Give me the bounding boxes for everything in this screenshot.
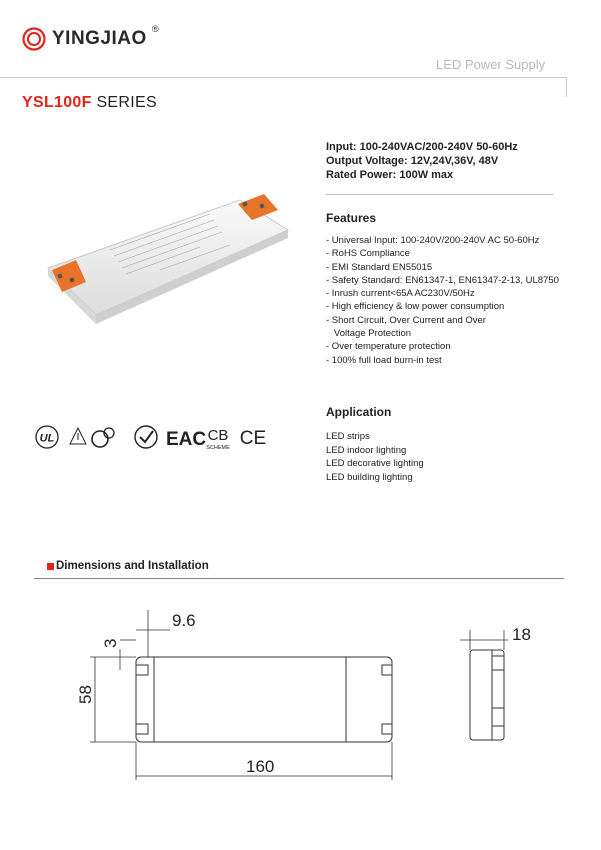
side-view (470, 650, 504, 740)
features-list (326, 234, 596, 367)
product-image (40, 190, 300, 330)
dimension-lines (90, 610, 392, 780)
feature-item: - Short Circuit, Over Current and Over (326, 314, 486, 326)
series-word: SERIES (96, 94, 157, 111)
certification-marks (34, 422, 274, 452)
spec-output-voltage: Output Voltage: 12V,24V,36V, 48V (326, 155, 499, 167)
feature-item: - RoHS Compliance (326, 248, 410, 260)
dimensions-title: Dimensions and Installation (56, 560, 209, 572)
registered-mark: ® (152, 24, 159, 34)
brand-name: YINGJIAO (52, 28, 147, 49)
dim-width: 58 (76, 685, 95, 704)
side-dimension-lines (460, 630, 508, 650)
feature-item: - Safety Standard: EN61347-1, EN61347-2-13, UL8750 (326, 274, 559, 286)
product-type-label: LED Power Supply (436, 57, 546, 72)
ul-mark-icon (36, 426, 58, 448)
feature-item: - 100% full load burn-in test (326, 354, 442, 366)
header-divider-tick (566, 77, 567, 97)
feature-item: - EMI Standard EN55015 (326, 261, 433, 273)
application-item: LED building lighting (326, 471, 413, 483)
application-item: LED decorative lighting (326, 458, 424, 469)
ce-mark-icon (240, 428, 266, 449)
dimensions-divider (34, 578, 564, 579)
top-view (136, 657, 392, 742)
cb-scheme-text: SCHEME (206, 445, 230, 451)
spec-rated-power: Rated Power: 100W max (326, 169, 454, 181)
dim-height: 18 (512, 625, 531, 644)
brand-logo-icon (22, 27, 46, 51)
spec-input: Input: 100-240VAC/200-240V 50-60Hz (326, 141, 518, 153)
eac-mark-text: EAC (165, 429, 207, 450)
feature-item: - Universal Input: 100-240V/200-240V AC 50-60Hz (326, 235, 540, 246)
ul-mark-text: UL (39, 432, 55, 445)
spec-divider (326, 194, 553, 195)
feature-item: - Inrush current<65A AC230V/50Hz (326, 288, 475, 300)
application-title: Application (326, 405, 392, 419)
section-bullet (47, 563, 54, 570)
feature-item: - Over temperature protection (326, 341, 451, 353)
features-title: Features (326, 211, 377, 225)
rcm-mark-icon (135, 426, 157, 448)
dimension-drawing (60, 600, 580, 800)
header-divider (0, 77, 566, 78)
spec-summary (326, 140, 518, 182)
dim-length: 160 (246, 757, 275, 776)
dim-edge-offset: 3 (101, 638, 120, 648)
series-model: YSL100F (22, 94, 92, 111)
eac-mark-icon (166, 429, 206, 450)
gs-mark-icon (92, 428, 114, 447)
dim-hole-offset: 9.6 (172, 611, 196, 630)
cb-mark-text: CB (207, 427, 229, 444)
feature-item: - High efficiency & low power consumption (326, 301, 505, 313)
cb-scheme-mark-icon (206, 427, 230, 451)
safety-triangle-icon (70, 428, 86, 444)
application-item: LED strips (326, 431, 370, 442)
application-item: LED indoor lighting (326, 444, 407, 456)
series-title (22, 94, 157, 112)
feature-item: Voltage Protection (326, 328, 412, 340)
application-list (326, 430, 424, 484)
ce-mark-text: CE (239, 428, 267, 449)
